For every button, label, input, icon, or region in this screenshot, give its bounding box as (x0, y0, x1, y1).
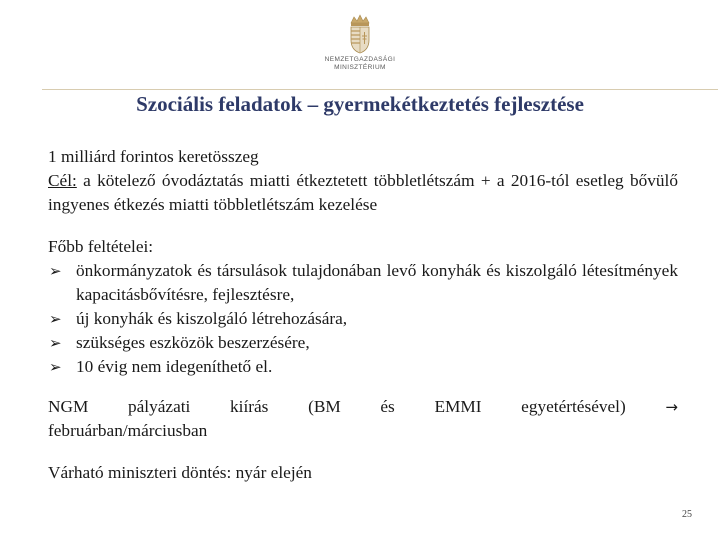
call-word: (BM (308, 397, 341, 416)
ministry-name-line2: MINISZTÉRIUM (334, 64, 386, 71)
list-item (48, 331, 678, 355)
slide-body (48, 145, 678, 485)
budget-line: 1 milliárd forintos keretösszeg (48, 147, 259, 166)
right-arrow-icon: → (665, 398, 678, 416)
title-divider (42, 89, 718, 90)
bullet-arrow-icon: ➢ (49, 334, 62, 352)
ministry-name-line1: NEMZETGAZDASÁGI (324, 56, 396, 63)
list-item-text: 10 évig nem idegeníthető el. (76, 357, 273, 376)
bullet-arrow-icon: ➢ (49, 358, 62, 376)
conditions-list (48, 259, 678, 379)
call-word: pályázati (127, 397, 191, 416)
call-line (48, 395, 678, 419)
ministry-logo (318, 14, 402, 84)
call-word: egyetértésével) (521, 397, 626, 416)
goal-label: Cél: (48, 171, 77, 190)
list-item (48, 307, 678, 331)
call-word: NGM (48, 397, 89, 416)
list-item (48, 355, 678, 379)
ministry-name (318, 56, 402, 72)
coat-of-arms-icon (345, 14, 375, 54)
list-item-text: önkormányzatok és társulások tulajdonában levő konyhák és kiszolgáló létesítmények kapacitásbővítésre, fejlesztésre, (76, 261, 678, 304)
bullet-arrow-icon: ➢ (49, 262, 62, 280)
page-number: 25 (682, 509, 692, 520)
goal-text: a kötelező óvodáztatás miatti étkeztetett többletlétszám + a 2016-tól esetleg bővülő ingyenes étkezés miatti többletlétszám kezelése (48, 171, 678, 214)
bullet-arrow-icon: ➢ (49, 310, 62, 328)
list-item-text: szükséges eszközök beszerzésére, (76, 333, 310, 352)
call-timing: februárban/márciusban (48, 421, 208, 440)
call-word: kiírás (230, 397, 269, 416)
conditions-heading: Főbb feltételei: (48, 237, 154, 256)
goal-paragraph (48, 169, 678, 217)
slide-title: Szociális feladatok – gyermekétkeztetés fejlesztése (136, 92, 584, 116)
call-word: és (380, 397, 395, 416)
list-item (48, 259, 678, 307)
call-word: EMMI (434, 397, 482, 416)
decision-line: Várható miniszteri döntés: nyár elején (48, 463, 312, 482)
list-item-text: új konyhák és kiszolgáló létrehozására, (76, 309, 348, 328)
